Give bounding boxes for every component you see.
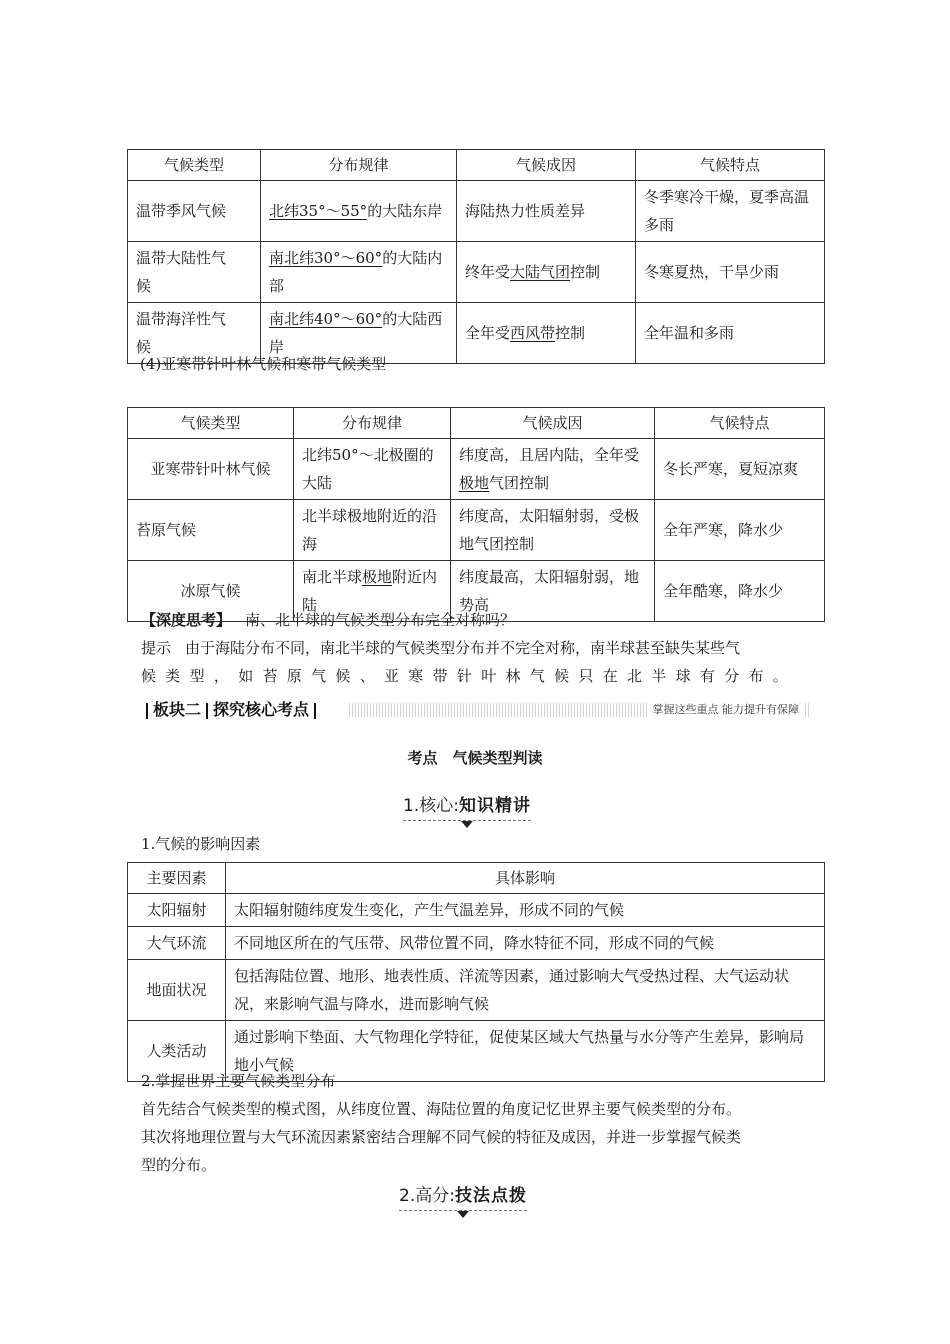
- hint-label: 提示: [141, 639, 172, 657]
- cause-cell: 全年受西风带控制: [457, 303, 636, 364]
- banner-divider: [146, 703, 148, 719]
- hint-line-2: 候类型，如苔原气候、亚寒带针叶林气候只在北半球有分布。: [141, 667, 798, 685]
- climate-type-cell: 冰原气候: [128, 561, 294, 622]
- effect-cell: 通过影响下垫面、大气物理化学特征，促使某区域大气热量与水分等产生差异，影响局地小气候: [226, 1021, 825, 1082]
- table-row: [128, 181, 825, 242]
- distribution-cell: 北半球极地附近的沿海: [294, 500, 451, 561]
- climate-type-cell: 苔原气候: [128, 500, 294, 561]
- header-cell: 气候类型: [128, 150, 261, 181]
- table-row: [128, 439, 825, 500]
- header-cell: 分布规律: [294, 408, 451, 439]
- header-cell: 气候成因: [457, 150, 636, 181]
- grasp-line-2: 其次将地理位置与大气环流因素紧密结合理解不同气候的特征及成因，并进一步掌握气候类: [141, 1128, 742, 1146]
- banner-slogan: 掌握这些重点 能力提升有保障: [649, 702, 804, 718]
- table-header-row: [128, 150, 825, 181]
- distribution-cell: 南北半球极地附近内陆: [294, 561, 451, 622]
- climate-type-cell: 温带海洋性气 候: [128, 303, 261, 364]
- section-heading-core: 1.核心:知识精讲: [403, 791, 531, 816]
- climate-type-cell: 亚寒带针叶林气候: [128, 439, 294, 500]
- feature-cell: 冬寒夏热，干旱少雨: [636, 242, 825, 303]
- table-row: [128, 894, 825, 927]
- distribution-cell: 北纬35°～55°的大陆东岸: [261, 181, 457, 242]
- cause-cell: 海陆热力性质差异: [457, 181, 636, 242]
- table-row: [128, 500, 825, 561]
- climate-type-cell: 温带大陆性气 候: [128, 242, 261, 303]
- table-caption: (4)亚寒带针叶林气候和寒带气候类型: [140, 355, 387, 373]
- grasp-line-1: 首先结合气候类型的模式图，从纬度位置、海陆位置的角度记忆世界主要气候类型的分布。: [141, 1100, 742, 1118]
- cause-cell: 纬度高，且居内陆，全年受极地气团控制: [451, 439, 655, 500]
- table-header-row: [128, 408, 825, 439]
- grasp-line-3: 型的分布。: [141, 1156, 217, 1174]
- climate-type-cell: 温带季风气候: [128, 181, 261, 242]
- table-header-row: [128, 863, 825, 894]
- triangle-down-icon: [461, 821, 473, 828]
- cause-cell: 纬度高，太阳辐射弱，受极地气团控制: [451, 500, 655, 561]
- feature-cell: 冬长严寒，夏短凉爽: [655, 439, 825, 500]
- banner-label: 板块二 探究核心考点: [141, 700, 321, 720]
- banner-divider: [314, 703, 316, 719]
- factor-cell: 人类活动: [128, 1021, 226, 1082]
- distribution-cell: 南北纬30°～60°的大陆内部: [261, 242, 457, 303]
- cause-cell: 终年受大陆气团控制: [457, 242, 636, 303]
- header-cell: 气候成因: [451, 408, 655, 439]
- grasp-title: 2.掌握世界主要气候类型分布: [141, 1072, 336, 1090]
- climate-factors-table: [127, 862, 825, 1082]
- table-row: [128, 960, 825, 1021]
- header-cell: 气候类型: [128, 408, 294, 439]
- header-cell: 具体影响: [226, 863, 825, 894]
- distribution-cell: 南北纬40°～60°的大陆西岸: [261, 303, 457, 364]
- table-row: [128, 242, 825, 303]
- climate-table-temperate: [127, 149, 825, 364]
- banner-divider: [206, 703, 208, 719]
- feature-cell: 全年严寒，降水少: [655, 500, 825, 561]
- effect-cell: 不同地区所在的气压带、风带位置不同，降水特征不同，形成不同的气候: [226, 927, 825, 960]
- header-cell: 主要因素: [128, 863, 226, 894]
- feature-cell: 全年温和多雨: [636, 303, 825, 364]
- factor-cell: 大气环流: [128, 927, 226, 960]
- table-row: [128, 927, 825, 960]
- factors-title: 1.气候的影响因素: [141, 835, 261, 853]
- effect-cell: 包括海陆位置、地形、地表性质、洋流等因素，通过影响大气受热过程、大气运动状况，来影响气温与降水，进而影响气候: [226, 960, 825, 1021]
- factor-cell: 太阳辐射: [128, 894, 226, 927]
- climate-table-subarctic: [127, 407, 825, 622]
- feature-cell: 冬季寒冷干燥，夏季高温多雨: [636, 181, 825, 242]
- header-cell: 气候特点: [636, 150, 825, 181]
- deep-think-label: 【深度思考】: [141, 611, 232, 629]
- distribution-cell: 北纬50°～北极圈的大陆: [294, 439, 451, 500]
- header-cell: 分布规律: [261, 150, 457, 181]
- section-heading-skills: 2.高分:技法点拨: [399, 1181, 527, 1206]
- feature-cell: 全年酷寒，降水少: [655, 561, 825, 622]
- header-cell: 气候特点: [655, 408, 825, 439]
- triangle-down-icon: [457, 1211, 469, 1218]
- topic-title: 考点 气候类型判读: [407, 749, 543, 767]
- factor-cell: 地面状况: [128, 960, 226, 1021]
- section-banner: [141, 700, 809, 720]
- hint-line-1: 提示 由于海陆分布不同，南北半球的气候类型分布并不完全对称，南半球甚至缺失某些气: [141, 639, 741, 657]
- effect-cell: 太阳辐射随纬度发生变化，产生气温差异，形成不同的气候: [226, 894, 825, 927]
- cause-cell: 纬度最高，太阳辐射弱，地势高: [451, 561, 655, 622]
- deep-think-question: 【深度思考】 南、北半球的气候类型分布完全对称吗？: [141, 611, 516, 629]
